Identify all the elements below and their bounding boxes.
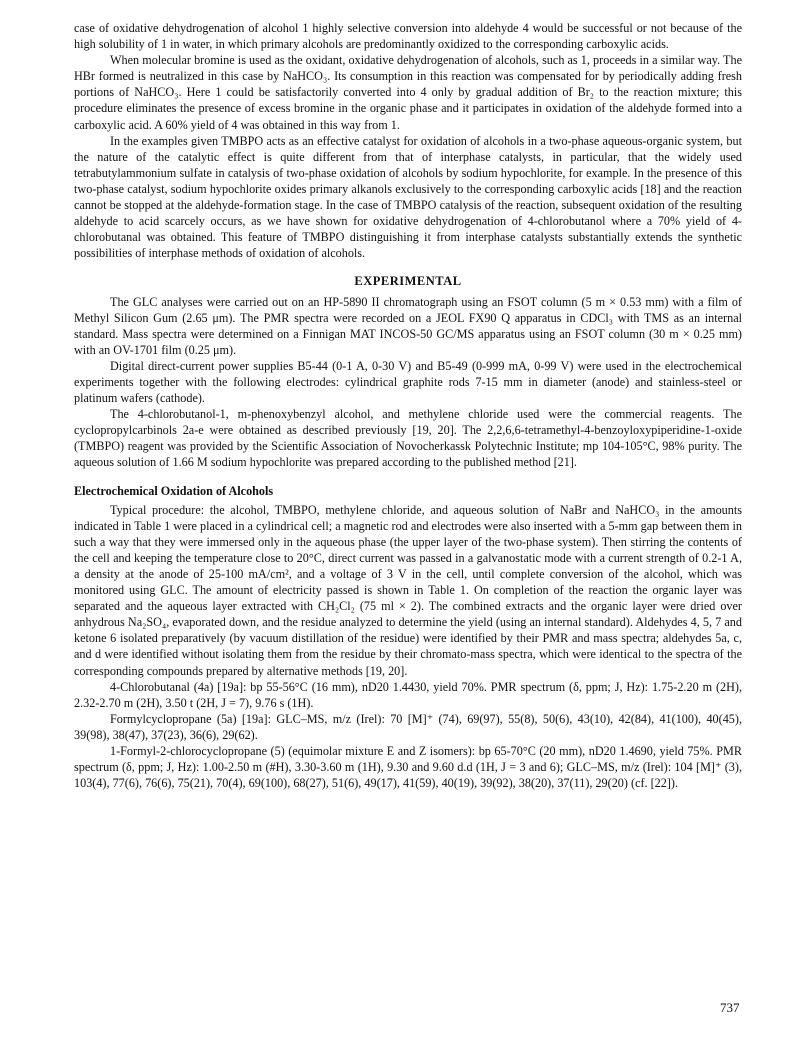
page-body (74, 20, 742, 791)
paragraph-bromine-oxidation: When molecular bromine is used as the oxidant, oxidative dehydrogenation of alcohols, such as 1, proceeds in a similar way. The HBr formed is neutralized in this case by NaHCO₃. Its consumption in this reaction was compensated for by periodically adding fresh portions of NaHCO₃. Here 1 could be satisfactorily converted into 4 only by gradual addition of Br₂ to the reaction mixture; this procedure eliminates the presence of excess bromine in the organic phase and it participates in oxidation of the aldehyde formed into a carboxylic acid. A 60% yield of 4 was obtained in this way from 1. (74, 53, 742, 132)
subsection-heading-electrochemical: Electrochemical Oxidation of Alcohols (74, 483, 274, 498)
page-number: 737 (720, 1000, 740, 1015)
paragraph-power-supplies: Digital direct-current power supplies B5-44 (0-1 A, 0-30 V) and B5-49 (0-999 mA, 0-99 V) were used in the electrochemical experiments together with the following electrodes: cylindrical graphite rods 7-15 mm in diameter (anode) and stainless-steel or platinum wafers (cathode). (74, 358, 742, 406)
paragraph-formylcyclopropane: Formylcyclopropane (5a) [19a]: GLC–MS, m/z (Irel): 70 [M]⁺ (74), 69(97), 55(8), 50(6), 43(10), 42(84), 41(100), 40(45), 39(98), 38(47), 37(23), 36(6), 29(62). (74, 711, 742, 742)
paragraph-chlorobutanal: 4-Chlorobutanal (4a) [19a]: bp 55-56°C (16 mm), nD20 1.4430, yield 70%. PMR spectrum (δ, ppm; J, Hz): 1.75-2.20 m (2H), 2.32-2.70 m (2H), 3.50 t (2H, J = 7), 9.76 s (1H). (74, 679, 742, 710)
paragraph-typical-procedure: Typical procedure: the alcohol, TMBPO, methylene chloride, and aqueous solution of NaBr and NaHCO₃ in the amounts indicated in Table 1 were placed in a cylindrical cell; a magnetic rod and electrodes were also inserted with a 5-mm gap between them in such a way that they were immersed only in the aqueous phase (the upper layer of the two-phase system). Then stirring the contents of the cell and keeping the temperature close to 20°C, direct current was passed in a galvanostatic mode with a current strength of 0.2-1 A, a density at the anode of 25-100 mA/cm², and a voltage of 3 V in the cell, until complete conversion of the alcohol, which was monitored using GLC. The amount of electricity passed is shown in Table 1. On completion of the reaction the organic layer was separated and the aqueous layer extracted with CH₂Cl₂ (75 ml × 2). The combined extracts and the organic layer were dried over anhydrous Na₂SO₄, evaporated down, and the residue analyzed to determine the yield (using an internal standard). Aldehydes 4, 5, 7 and ketone 6 isolated preparatively (by vacuum distillation of the residue) were identified by their PMR and mass spectra; aldehydes 5a, c, and d were identified without isolating them from the residue by their chromato-mass spectra, which were identical to the spectra of the corresponding compounds prepared by alternative methods [19, 20]. (74, 502, 742, 678)
paragraph-formyl-chlorocyclopropane: 1-Formyl-2-chlorocyclopropane (5) (equimolar mixture E and Z isomers): bp 65-70°C (20 mm), nD20 1.4690, yield 75%. PMR spectrum (δ, ppm; J, Hz): 1.00-2.50 m (#H), 3.30-3.60 m (1H), 9.30 and 9.60 d.d (1H, J = 3 and 6); GLC–MS, m/z (Irel): 104 [M]⁺ (3), 103(4), 77(6), 76(6), 75(21), 70(4), 69(100), 68(27), 51(6), 49(17), 41(59), 40(19), 39(92), 38(20), 37(11), 29(20) (cf. [22]). (74, 744, 742, 791)
paragraph-glc-analyses: The GLC analyses were carried out on an HP-5890 II chromatograph using an FSOT column (5 m × 0.53 mm) with a film of Methyl Silicon Gum (2.65 μm). The PMR spectra were recorded on a JEOL FX90 Q apparatus in CDCl₃ with TMS as an internal standard. Mass spectra were determined on a Finnigan MAT INCOS-50 GC/MS apparatus using an FSOT column (30 m × 0.25 mm) with an OV-1701 film (0.25 μm). (74, 294, 742, 357)
paragraph-continuation: case of oxidative dehydrogenation of alcohol 1 highly selective conversion into aldehyde 4 would be successful or not because of the high solubility of 1 in water, in which primary alcohols are predominantly oxidized to the corresponding carboxylic acids. (74, 21, 742, 52)
section-heading-experimental: EXPERIMENTAL (354, 274, 462, 289)
paragraph-reagents: The 4-chlorobutanol-1, m-phenoxybenzyl alcohol, and methylene chloride used were the commercial reagents. The cyclopropylcarbinols 2a-e were obtained as described previously [19, 20]. The 2,2,6,6-tetramethyl-4-benzoyloxypiperidine-1-oxide (TMBPO) reagent was provided by the Scientific Association of Novocherkassk Polytechnic Institute; mp 104-105°C, 98% purity. The aqueous solution of 1.66 M sodium hypochlorite was prepared according to the published method [21]. (74, 407, 742, 470)
paragraph-tmbpo-catalyst: In the examples given TMBPO acts as an effective catalyst for oxidation of alcohols in a two-phase aqueous-organic system, but the nature of the catalytic effect is quite different from that of interphase catalysts, in particular, that the widely used tetrabutylammonium sulfate in catalysis of two-phase oxidation of alcohols by sodium hypochlorite, for example. In the presence of this two-phase catalyst, sodium hypochlorite oxides primary alkanols exclusively to the corresponding carboxylic acids [18] and the reaction cannot be stopped at the aldehyde-formation stage. In the case of TMBPO catalysis of the reaction, subsequent oxidation of the resulting aldehyde to acid scarcely occurs, as we have shown for oxidative dehydrogenation of 4-chlorobutanol where a 70% yield of 4-chlorobutanal was obtained. This feature of TMBPO distinguishing it from interphase catalysts substantially extends the synthetic possibilities of interphase methods of oxidation of alcohols. (74, 133, 742, 261)
